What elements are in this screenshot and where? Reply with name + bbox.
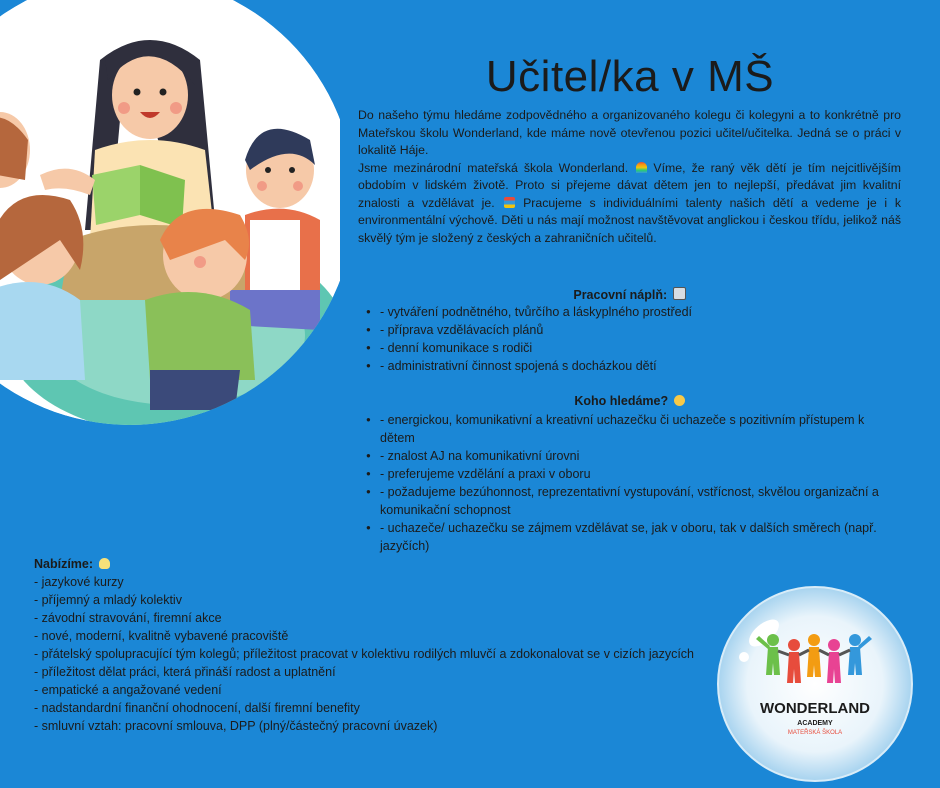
seeking-list: [366, 411, 896, 555]
books-emoji-icon: [504, 197, 515, 208]
list-item: - příležitost dělat práci, která přináší radost a uplatnění: [34, 665, 336, 679]
page-title: Učitel/ka v MŠ: [485, 52, 775, 101]
list-item: ● - administrativní činnost spojená s docházkou dětí: [366, 357, 896, 375]
intro-paragraph-2: [358, 160, 901, 248]
logo-name: WONDERLAND: [760, 700, 870, 717]
list-item: - smluvní vztah: pracovní smlouva, DPP (plný/částečný pracovní úvazek): [34, 719, 438, 733]
list-item: ● - požadujeme bezúhonnost, reprezentativní vystupování, vstřícnost, skvělou organizační a komunikační schopnost: [366, 483, 896, 519]
duties-list: [366, 303, 896, 375]
duties-heading-text: Pracovní náplň:: [573, 288, 668, 302]
notebook-emoji-icon: [673, 287, 686, 300]
seeking-heading-text: Koho hledáme?: [574, 394, 669, 408]
intro-paragraph-1: Do našeho týmu hledáme zodpovědného a organizovaného kolegu či kolegyni a to konkrétně pro Mateřskou školu Wonderland, kde máme nově otevřenou pozici učitel/učitelka. Jedná se o práci v lokalitě Háje.: [358, 108, 901, 157]
seeking-heading: [358, 394, 901, 408]
offer-heading: [34, 555, 704, 573]
list-item: - nadstandardní finanční ohodnocení, další firemní benefity: [34, 701, 360, 715]
intro-sentence-c: Pracujeme s individuálními talenty našich dětí a vedeme je i k environmentální výchově. Děti u nás mají možnost navštěvovat anglickou i českou třídu, jelikož náš skvělý tým je složený z českých a zahraničních učitelů.: [358, 195, 901, 245]
list-item: ● - příprava vzdělávacích plánů: [366, 321, 896, 339]
list-item: ● - energickou, komunikativní a kreativní uchazečku či uchazeče s pozitivním přístupem k dětem: [366, 411, 896, 447]
list-item: - empatické a angažované vedení: [34, 683, 222, 697]
teacher-children-illustration: [0, 0, 340, 440]
intro-text: [358, 107, 901, 247]
logo-tag: MATEŘSKÁ ŠKOLA: [787, 730, 843, 736]
logo-sub: ACADEMY: [797, 720, 833, 727]
wonderland-logo: [716, 585, 914, 783]
rainbow-emoji-icon: [636, 162, 647, 173]
list-item: ● - preferujeme vzdělání a praxi v oboru: [366, 465, 896, 483]
list-item: ● - uchazeče/ uchazečku se zájmem vzdělávat se, jak v oboru, tak v dalších směrech (např. jazyčích): [366, 519, 896, 555]
list-item: ● - znalost AJ na komunikativní úrovni: [366, 447, 896, 465]
light-bulb-emoji-icon: [99, 558, 110, 569]
offer-heading-text: Nabízíme:: [34, 557, 94, 571]
winking-face-emoji-icon: [674, 395, 685, 406]
duties-heading: [358, 287, 901, 302]
offer-section: [34, 555, 704, 735]
list-item: ● - denní komunikace s rodiči: [366, 339, 896, 357]
intro-sentence-b: Víme, že raný věk dětí je tím nejcitlivějším obdobím v lidském životě. Proto si přejeme dávat dětem jen to nejlepší, předávat jim kvalitní znalosti a vzdělávat je.: [358, 160, 902, 210]
list-item: - závodní stravování, firemní akce: [34, 611, 222, 625]
list-item: ● - vytváření podnětného, tvůrčího a láskyplného prostředí: [366, 303, 896, 321]
list-item: - příjemný a mladý kolektiv: [34, 593, 182, 607]
list-item: - přátelský spolupracující tým kolegů; příležitost pracovat v kolektivu rodilých mluvčí a zdokonalovat se v cizích jazycích: [34, 647, 694, 661]
list-item: - jazykové kurzy: [34, 575, 124, 589]
intro-sentence-a: Jsme mezinárodní mateřská škola Wonderland.: [358, 160, 629, 175]
list-item: - nové, moderní, kvalitně vybavené pracoviště: [34, 629, 289, 643]
